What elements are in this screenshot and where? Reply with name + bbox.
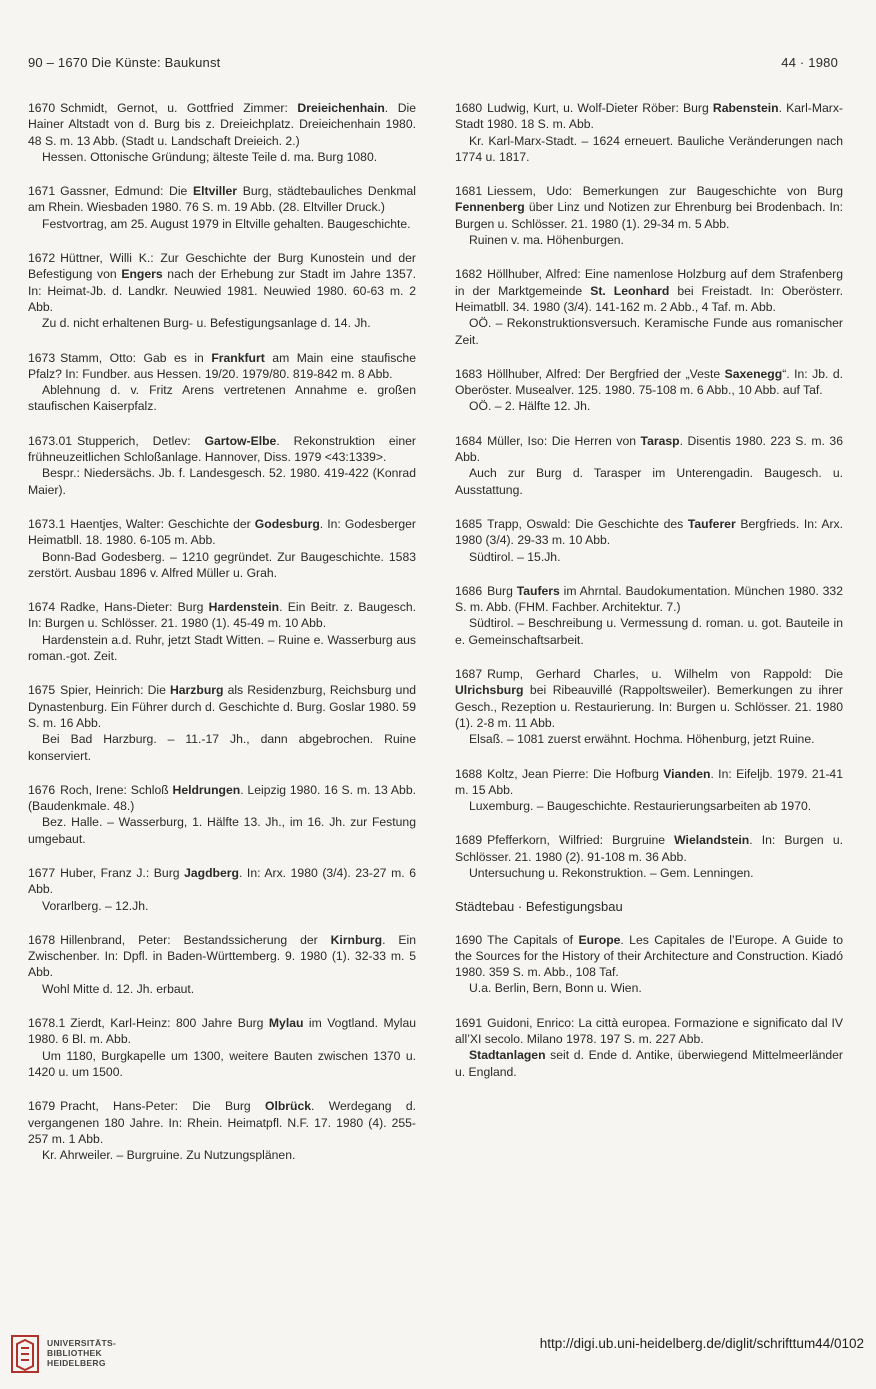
entry-citation (455, 932, 843, 981)
entry-text: Hillenbrand, Peter: Bestandssicherung der (60, 932, 331, 947)
entry-keyword: Fennenberg (455, 200, 525, 215)
entry-text: Guidoni, Enrico: La città europea. Formazione e significato dal IV all’XI secolo. Milano 1978. 197 S. m. 227 Abb. (455, 1015, 843, 1047)
entry-annotation (455, 615, 843, 648)
entry-text: “. In: Jb. d. Oberöster. Musealver. 125. 1980. 75-108 m. 6 Abb., 10 Abb. auf Taf. (455, 366, 843, 398)
entry-text: Bergfrieds. In: Arx. 1980 (3/4). 29-33 m. 10 Abb. (455, 516, 843, 548)
left-column (28, 100, 416, 1181)
entry-text: als Residenzburg, Reichsburg und Dynastenburg. Ein Führer durch d. Geschichte d. Burg. Goslar 1980. 59 S. m. 16 Abb. (28, 683, 416, 730)
annotation-text: Bespr.: Niedersächs. Jb. f. Landesgesch. 52. 1980. 419-422 (Konrad Maier). (28, 466, 416, 497)
entry-number: 1678 (28, 932, 56, 947)
entry-text: . Disentis 1980. 223 S. m. 36 Abb. (455, 433, 843, 465)
entry-number: 1690 (455, 932, 483, 947)
annotation-text: Luxemburg. – Baugeschichte. Restaurierungsarbeiten ab 1970. (469, 799, 812, 814)
entry-keyword: Mylau (268, 1016, 304, 1031)
entry-annotation (455, 798, 843, 814)
entry-keyword: Harzburg (169, 683, 224, 698)
entry-annotation (28, 382, 416, 415)
entry-keyword: Kirnburg (330, 932, 383, 947)
entry-number: 1691 (455, 1015, 483, 1030)
entry-citation (455, 766, 843, 799)
entry-citation (455, 266, 843, 315)
entry-text: im Ahrntal. Baudokumentation. München 1980. 332 S. m. Abb. (FHM. Fachber. Architektur. 7.) (455, 583, 843, 615)
entry-annotation (28, 216, 416, 232)
entry-text: Müller, Iso: Die Herren von (487, 433, 641, 448)
entry-text: im Vogtland. Mylau 1980. 6 Bl. m. Abb. (28, 1016, 416, 1047)
annotation-text: Ablehnung d. v. Fritz Arens vertretenen Annahme e. großen staufischen Kaiserpfalz. (28, 383, 416, 414)
entry-text: Burg (487, 583, 517, 598)
entry-text: Spier, Heinrich: Die (60, 683, 170, 698)
entry-text: Pfefferkorn, Wilfried: Burgruine (487, 833, 675, 848)
entry-citation (455, 1015, 843, 1048)
entry-citation (455, 583, 843, 616)
entry-number: 1671 (28, 184, 56, 199)
entry-keyword: Engers (121, 267, 163, 282)
entry-annotation (455, 549, 843, 565)
entry-text: . Ein Beitr. z. Baugesch. In: Burgen u. Schlösser. 21. 1980 (1). 45-49 m. 10 Abb. (28, 600, 416, 631)
annotation-text: Hardenstein a.d. Ruhr, jetzt Stadt Witten. – Ruine e. Wasserburg aus roman.-got. Zeit. (28, 632, 416, 664)
entry-keyword: Olbrück (264, 1099, 312, 1114)
entry-annotation (28, 149, 416, 165)
entry-annotation (455, 865, 843, 881)
entry-keyword: Frankfurt (211, 350, 265, 365)
entry-annotation (28, 465, 416, 498)
entry-keyword: Heldrungen (172, 782, 241, 797)
entry-annotation (28, 1147, 416, 1163)
annotation-text: Südtirol. – Beschreibung u. Vermessung d. roman. u. got. Bauteile in e. Gemeinschaftsarbeit. (455, 616, 843, 647)
bibliography-entry (455, 583, 843, 648)
entry-keyword: Tauferer (687, 516, 736, 531)
annotation-text: Bonn-Bad Godesberg. – 1210 gegründet. Zur Baugeschichte. 1583 zerstört. Ausbau 1896 v. Alfred Müller u. Grah. (28, 549, 416, 580)
entry-citation (455, 666, 843, 731)
entry-keyword: Rabenstein (712, 101, 779, 115)
entry-text: nach der Erhebung zur Stadt im Jahre 1357. In: Heimat-Jb. d. Landkr. Neuwied 1981. Neuwied 1980. 60-63 m. 2 Abb. (28, 267, 416, 314)
entry-number: 1683 (455, 366, 483, 381)
entry-citation (28, 100, 416, 149)
entry-citation (455, 832, 843, 865)
entry-annotation (28, 731, 416, 764)
annotation-text: Kr. Karl-Marx-Stadt. – 1624 erneuert. Bauliche Veränderungen nach 1774 u. 1817. (455, 133, 843, 164)
entry-number: 1689 (455, 833, 483, 848)
entry-citation (28, 682, 416, 731)
entry-number: 1673 (28, 350, 56, 365)
entry-text: Haentjes, Walter: Geschichte der (70, 516, 255, 531)
entry-keyword: Jagdberg (184, 865, 239, 880)
entry-text: über Linz und Notizen zur Ehrenburg bei Brodenbach. In: Burgen u. Schlösser. 21. 1980 (1). 29-34 m. 5 Abb. (455, 200, 843, 231)
entry-text: Radke, Hans-Dieter: Burg (60, 600, 209, 615)
annotation-text: Elsaß. – 1081 zuerst erwähnt. Hochma. Höhenburg, jetzt Ruine. (469, 732, 815, 747)
entry-annotation (455, 731, 843, 747)
entry-text: Höllhuber, Alfred: Eine namenlose Holzburg auf dem Strafenberg in der Marktgemeinde (455, 267, 843, 298)
bibliography-entry (28, 682, 416, 763)
entry-annotation (28, 898, 416, 914)
library-name-line: UNIVERSITÄTS- (47, 1338, 117, 1348)
entry-annotation (455, 133, 843, 166)
entry-keyword: Saxenegg (724, 366, 783, 381)
entry-annotation (455, 465, 843, 498)
entry-citation (455, 366, 843, 399)
entry-text: Stupperich, Detlev: (77, 433, 205, 448)
entry-text: . Leipzig 1980. 16 S. m. 13 Abb. (Baudenkmale. 48.) (28, 782, 417, 814)
entry-text: Koltz, Jean Pierre: Die Hofburg (487, 766, 664, 781)
bibliography-entry (28, 183, 416, 232)
running-head-right: 44 · 1980 (781, 55, 838, 70)
entry-annotation (28, 981, 416, 997)
entry-text: Ludwig, Kurt, u. Wolf-Dieter Röber: Burg (487, 101, 713, 115)
entry-text: Trapp, Oswald: Die Geschichte des (487, 516, 688, 531)
entry-text: Roch, Irene: Schloß (60, 782, 173, 797)
bibliography-entry (455, 832, 843, 881)
bibliography-entry (455, 932, 843, 997)
bibliography-entry (455, 183, 843, 248)
entry-text: . Karl-Marx-Stadt 1980. 18 S. m. Abb. (455, 101, 843, 132)
entry-text: Gassner, Edmund: Die (60, 184, 194, 199)
entry-number: 1675 (28, 683, 56, 698)
university-logo-icon (10, 1334, 40, 1374)
bibliography-entry (28, 1098, 416, 1163)
right-column (455, 100, 843, 1098)
bibliography-entry (455, 100, 843, 165)
entry-annotation (455, 398, 843, 414)
annotation-text: seit d. Ende d. Antike, überwiegend Mittelmeerländer u. England. (455, 1048, 843, 1079)
entry-keyword: Taufers (516, 583, 560, 598)
entry-keyword: St. Leonhard (590, 283, 670, 298)
entry-citation (28, 250, 416, 315)
entry-number: 1673.01 (28, 433, 73, 448)
entry-number: 1682 (455, 267, 483, 282)
entry-text: Schmidt, Gernot, u. Gottfried Zimmer: (60, 101, 298, 115)
annotation-text: Festvortrag, am 25. August 1979 in Eltville gehalten. Baugeschichte. (42, 216, 411, 231)
entry-citation (455, 100, 843, 133)
entry-citation (28, 1015, 416, 1048)
entry-citation (455, 516, 843, 549)
entry-text: Pracht, Hans-Peter: Die Burg (60, 1099, 265, 1114)
entry-text: . Rekonstruktion einer frühneuzeitlichen Schloßanlage. Hannover, Diss. 1979 <43:1339>. (28, 433, 416, 465)
annotation-text: OÖ. – Rekonstruktionsversuch. Keramische Funde aus romanischer Zeit. (455, 316, 843, 347)
entry-keyword: Ulrichsburg (455, 683, 524, 698)
entry-number: 1681 (455, 184, 483, 199)
bibliography-entry (28, 599, 416, 664)
entry-text: am Main eine staufische Pfalz? In: Fundber. aus Hessen. 19/20. 1979/80. 819-842 m. 8 Abb. (28, 350, 416, 381)
footer (0, 1326, 876, 1389)
entry-keyword: Wielandstein (674, 833, 750, 848)
entry-number: 1676 (28, 782, 56, 797)
entry-annotation (455, 232, 843, 248)
entry-text: . In: Godesberger Heimatbll. 18. 1980. 6-105 m. Abb. (28, 516, 416, 548)
entry-number: 1673.1 (28, 516, 66, 531)
entry-number: 1679 (28, 1099, 56, 1114)
bibliography-entry (28, 433, 416, 498)
entry-citation (28, 350, 416, 383)
entry-text: . Werdegang d. vergangenen 180 Jahre. In: Rhein. Heimatpfl. N.F. 17. 1980 (4). 255-257 m. 1 Abb. (28, 1099, 416, 1146)
entry-text: . Die Hainer Altstadt von d. Burg bis z. Dreieichplatz. Dreieichenhain 1980. 48 S. m. 13 Abb. (Stadt u. Landschaft Dreieich. 2.) (28, 101, 416, 148)
entry-citation (28, 865, 416, 898)
right-entries-2 (455, 932, 843, 1080)
entry-text: . Les Capitales de l’Europe. A Guide to the Sources for the History of their Architecture and Construction. Kiadó 1980. 359 S. m. Abb., 108 Taf. (455, 932, 843, 980)
source-url[interactable]: http://digi.ub.uni-heidelberg.de/diglit/schrifttum44/0102 (539, 1336, 864, 1351)
entry-text: Hüttner, Willi K.: Zur Geschichte der Burg Kunostein und der Befestigung von (28, 251, 416, 282)
entry-text: Stamm, Otto: Gab es in (60, 350, 212, 365)
annotation-text: Um 1180, Burgkapelle um 1300, weitere Bauten zwischen 1370 u. 1420 u. um 1500. (28, 1048, 416, 1079)
entry-text: Zierdt, Karl-Heinz: 800 Jahre Burg (70, 1016, 269, 1031)
entry-citation (28, 1098, 416, 1147)
entry-text: bei Freistadt. In: Oberösterr. Heimatbll. 34. 1980 (3/4). 141-162 m. 2 Abb., 4 Taf. m. Abb. (455, 283, 843, 314)
bibliography-entry (455, 433, 843, 498)
bibliography-entry (455, 516, 843, 565)
entry-text: Liessem, Udo: Bemerkungen zur Baugeschichte von Burg (487, 184, 843, 199)
entry-text: Huber, Franz J.: Burg (60, 865, 185, 880)
annotation-text: Auch zur Burg d. Tarasper im Unterengadin. Baugesch. u. Ausstattung. (455, 466, 843, 497)
library-name-line: HEIDELBERG (47, 1358, 106, 1368)
entry-keyword: Eltviller (193, 184, 238, 199)
entry-text: . In: Burgen u. Schlösser. 21. 1980 (2). 91-108 m. 36 Abb. (455, 833, 844, 864)
entry-number: 1674 (28, 600, 56, 615)
annotation-text: Vorarlberg. – 12.Jh. (42, 898, 149, 913)
entry-number: 1677 (28, 865, 56, 880)
entry-keyword: Vianden (663, 766, 711, 781)
library-name (47, 1338, 116, 1368)
bibliography-entry (28, 516, 416, 581)
entry-citation (28, 183, 416, 216)
annotation-text: Bez. Halle. – Wasserburg, 1. Hälfte 13. Jh., im 16. Jh. zur Festung umgebaut. (28, 815, 416, 846)
entry-number: 1680 (455, 101, 483, 115)
entry-keyword: Gartow-Elbe (204, 433, 277, 448)
entry-annotation (28, 632, 416, 665)
entry-number: 1688 (455, 766, 483, 781)
entry-text: . In: Arx. 1980 (3/4). 23-27 m. 6 Abb. (28, 865, 416, 897)
entry-text: bei Ribeauvillé (Rappoltsweiler). Bemerkungen zu ihrer Gesch., Rezeption u. Restaurierung. In: Burgen u. Schlösser. 21. 1980 (1). 2-8 m. 11 Abb. (455, 683, 843, 730)
entry-number: 1678.1 (28, 1016, 66, 1031)
entry-citation (28, 516, 416, 549)
bibliography-entry (28, 100, 416, 165)
annotation-text: OÖ. – 2. Hälfte 12. Jh. (469, 399, 591, 414)
bibliography-entry (455, 1015, 843, 1080)
entry-text: Burg, städtebauliches Denkmal am Rhein. Wiesbaden 1980. 76 S. m. 19 Abb. (28. Eltviller Druck.) (28, 184, 417, 215)
bibliography-entry (28, 350, 416, 415)
entry-annotation (28, 814, 416, 847)
library-name-line: BIBLIOTHEK (47, 1348, 102, 1358)
entry-text: . Ein Zwischenber. In: Dpfl. in Baden-Württemberg. 9. 1980 (1). 32-33 m. 5 Abb. (28, 932, 416, 980)
entry-text: The Capitals of (487, 932, 579, 947)
entry-annotation (455, 980, 843, 996)
entry-annotation (28, 315, 416, 331)
annotation-text: Ruinen v. ma. Höhenburgen. (469, 233, 624, 248)
bibliography-entry (28, 932, 416, 997)
bibliography-entry (455, 666, 843, 747)
entry-number: 1687 (455, 667, 483, 682)
entry-number: 1685 (455, 516, 483, 531)
section-title: Städtebau · Befestigungsbau (455, 899, 623, 915)
entry-number: 1684 (455, 433, 483, 448)
entry-number: 1670 (28, 101, 56, 115)
annotation-text: Bei Bad Harzburg. – 11.-17 Jh., dann abgebrochen. Ruine konserviert. (28, 732, 416, 763)
entry-text: Rump, Gerhard Charles, u. Wilhelm von Rappold: Die (487, 667, 843, 682)
annotation-text: Südtirol. – 15.Jh. (469, 549, 561, 564)
bibliography-entry (28, 1015, 416, 1080)
entry-annotation (455, 315, 843, 348)
annotation-text: Kr. Ahrweiler. – Burgruine. Zu Nutzungsplänen. (42, 1148, 296, 1163)
entry-annotation (455, 1047, 843, 1080)
entry-citation (28, 433, 416, 466)
bibliography-entry (28, 250, 416, 331)
entry-citation (28, 932, 416, 981)
entry-citation (28, 782, 416, 815)
bibliography-entry (455, 266, 843, 347)
entry-citation (455, 433, 843, 466)
entry-annotation (28, 549, 416, 582)
entry-keyword: Hardenstein (208, 600, 280, 615)
bibliography-entry (28, 782, 416, 847)
entry-keyword: Europe (578, 932, 621, 947)
bibliography-entry (455, 766, 843, 815)
annotation-text: Hessen. Ottonische Gründung; älteste Teile d. ma. Burg 1080. (42, 149, 378, 164)
running-head-left: 90 – 1670 Die Künste: Baukunst (28, 55, 221, 70)
bibliography-entry (455, 366, 843, 415)
right-entries (455, 100, 843, 881)
entry-annotation (28, 1048, 416, 1081)
annotation-text: U.a. Berlin, Bern, Bonn u. Wien. (469, 981, 642, 996)
entry-keyword: Tarasp (640, 433, 680, 448)
entry-keyword: Dreieichenhain (297, 101, 385, 115)
annotation-text: Wohl Mitte d. 12. Jh. erbaut. (42, 981, 195, 996)
annotation-text: Zu d. nicht erhaltenen Burg- u. Befestigungsanlage d. 14. Jh. (42, 316, 371, 331)
entry-number: 1672 (28, 251, 56, 266)
entry-citation (28, 599, 416, 632)
entry-citation (455, 183, 843, 232)
bibliography-entry (28, 865, 416, 914)
entry-keyword: Stadtanlagen (469, 1048, 546, 1063)
entry-keyword: Godesburg (254, 516, 320, 531)
annotation-text: Untersuchung u. Rekonstruktion. – Gem. Lenningen. (469, 865, 754, 880)
entry-number: 1686 (455, 583, 483, 598)
entry-text: Höllhuber, Alfred: Der Bergfried der „Veste (487, 366, 725, 381)
entry-text: . In: Eifeljb. 1979. 21-41 m. 15 Abb. (455, 766, 843, 797)
